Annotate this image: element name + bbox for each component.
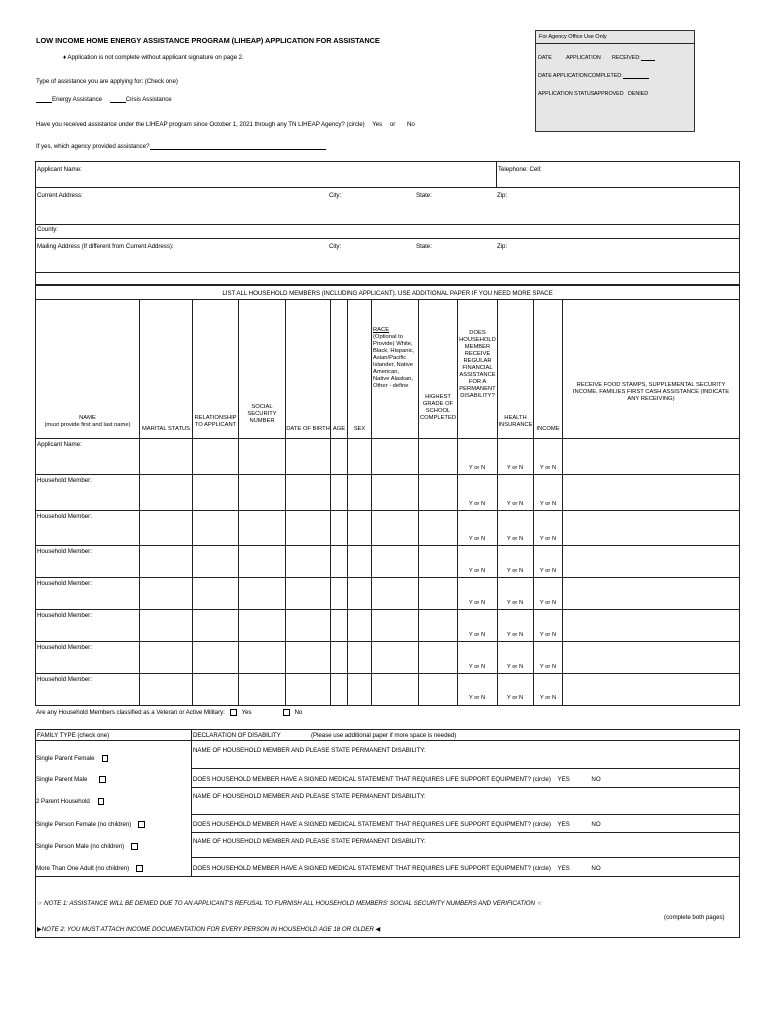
family-checkbox[interactable] (99, 776, 106, 783)
equipment-question-text: DOES HOUSEHOLD MEMBER HAVE A SIGNED MEDICAL STATEMENT THAT REQUIRES LIFE SUPPORT EQUIPMENT? (circle) (193, 776, 551, 783)
office-completed (588, 73, 649, 79)
which-agency-field[interactable] (150, 142, 326, 150)
family-checkbox[interactable] (98, 798, 105, 805)
veteran-question (36, 709, 302, 716)
equipment-no[interactable]: NO (591, 865, 601, 872)
current-zip-field[interactable]: Zip: (497, 192, 508, 199)
office-approved: APPROVED (594, 91, 624, 97)
equipment-question-3 (193, 865, 601, 872)
current-address-field[interactable]: Current Address: (37, 192, 83, 199)
family-option-1[interactable] (36, 776, 106, 783)
office-denied: DENIED (628, 91, 649, 97)
yn-disability-3[interactable]: Y or N (468, 568, 486, 574)
equipment-no[interactable]: NO (591, 821, 601, 828)
veteran-yes-checkbox[interactable] (230, 709, 237, 716)
row-label-member-5[interactable]: Household Member: (37, 612, 92, 619)
yn-disability-1[interactable]: Y or N (468, 501, 486, 507)
equipment-yes[interactable]: YES (557, 865, 570, 872)
yn-health-0[interactable]: Y or N (506, 465, 524, 471)
col-race-title: RACE (373, 327, 390, 333)
equipment-question-text: DOES HOUSEHOLD MEMBER HAVE A SIGNED MEDICAL STATEMENT THAT REQUIRES LIFE SUPPORT EQUIPMENT? (circle) (193, 821, 551, 828)
row-label-member-2[interactable]: Household Member: (37, 513, 92, 520)
col-marital: MARITAL STATUS (141, 426, 191, 432)
col-race-body: (Optional to Provide) White, Black, Hispanic, Asian/Pacific Islander, Native American, Native Alaskan, Other - define (373, 333, 415, 389)
row-label-member-3[interactable]: Household Member: (37, 548, 92, 555)
col-income: INCOME (536, 426, 560, 432)
row-label-member-6[interactable]: Household Member: (37, 644, 92, 651)
telephone-field[interactable]: Telephone: Cell: (498, 166, 542, 173)
office-application: APPLICATION (566, 55, 601, 61)
family-option-4[interactable] (36, 843, 138, 850)
col-name-title: NAME (79, 415, 96, 421)
yn-health-3[interactable]: Y or N (506, 568, 524, 574)
received-no[interactable]: No (406, 121, 415, 128)
yn-health-1[interactable]: Y or N (506, 501, 524, 507)
family-checkbox[interactable] (102, 755, 109, 762)
family-option-label: 2 Parent Household (36, 798, 90, 805)
yn-health-6[interactable]: Y or N (506, 664, 524, 670)
which-agency-label: If yes, which agency provided assistance? (36, 142, 150, 150)
col-dob: DATE OF BIRTH (286, 426, 330, 432)
family-option-3[interactable] (36, 821, 145, 828)
family-option-0[interactable] (36, 755, 108, 762)
family-checkbox[interactable] (131, 843, 138, 850)
received-yes[interactable]: Yes (372, 121, 383, 128)
veteran-no-label: No (294, 709, 303, 716)
which-agency (36, 142, 326, 150)
mailing-city-field[interactable]: City: (329, 243, 342, 250)
office-date: DATE (538, 55, 552, 61)
yn-disability-5[interactable]: Y or N (468, 632, 486, 638)
col-grade: HIGHEST GRADE OF SCHOOL COMPLETED (419, 394, 457, 421)
yn-income-4[interactable]: Y or N (539, 600, 557, 606)
county-field[interactable]: County: (37, 226, 58, 233)
family-option-label: Single Parent Female (36, 755, 95, 762)
form-title: LOW INCOME HOME ENERGY ASSISTANCE PROGRAM (LIHEAP) APPLICATION FOR ASSISTANCE (36, 36, 380, 45)
office-use-box (535, 30, 695, 132)
row-label-member-7[interactable]: Household Member: (37, 676, 92, 683)
current-state-field[interactable]: State: (416, 192, 432, 199)
note-1: ☞ NOTE 1: ASSISTANCE WILL BE DENIED DUE TO AN APPLICANT'S REFUSAL TO FURNISH ALL HOUSEHOLD MEMBERS' SOCIAL SECURITY NUMBERS AND VERIFICATION ☜ (37, 900, 543, 907)
yn-disability-0[interactable]: Y or N (468, 465, 486, 471)
col-name (36, 415, 139, 429)
yn-income-0[interactable]: Y or N (539, 465, 557, 471)
family-checkbox[interactable] (136, 865, 143, 872)
yn-health-7[interactable]: Y or N (506, 695, 524, 701)
yn-disability-4[interactable]: Y or N (468, 600, 486, 606)
col-relationship: RELATIONSHIP TO APPLICANT (194, 415, 237, 428)
yn-disability-6[interactable]: Y or N (468, 664, 486, 670)
col-disability: DOES HOUSEHOLD MEMBER RECEIVE REGULAR FINANCIAL ASSISTANCE FOR A PERMANENT DISABILITY? (459, 330, 496, 399)
mailing-state-field[interactable]: State: (416, 243, 432, 250)
col-name-sub: (must provide first and last name) (44, 421, 131, 428)
yn-disability-7[interactable]: Y or N (468, 695, 486, 701)
yn-health-5[interactable]: Y or N (506, 632, 524, 638)
yn-health-2[interactable]: Y or N (506, 536, 524, 542)
yn-income-7[interactable]: Y or N (539, 695, 557, 701)
disability-name-prompt-3[interactable]: NAME OF HOUSEHOLD MEMBER AND PLEASE STATE PERMANENT DISABILITY: (193, 838, 426, 845)
family-option-5[interactable] (36, 865, 143, 872)
energy-assistance-option[interactable] (36, 95, 172, 103)
equipment-no[interactable]: NO (591, 776, 601, 783)
crisis-assistance-label: Crisis Assistance (125, 95, 172, 103)
complete-both-pages: (complete both pages) (664, 914, 725, 921)
office-completed-label: COMPLETED: (588, 73, 623, 79)
assistance-type-label: Type of assistance you are applying for: (Check one) (36, 78, 178, 85)
veteran-question-text: Are any Household Members classified as a Veteran or Active Military: (36, 709, 225, 716)
yn-health-4[interactable]: Y or N (506, 600, 524, 606)
yn-income-2[interactable]: Y or N (539, 536, 557, 542)
applicant-name-field[interactable]: Applicant Name: (37, 166, 82, 173)
note-2: ▶NOTE 2: YOU MUST ATTACH INCOME DOCUMENTATION FOR EVERY PERSON IN HOUSEHOLD AGE 18 OR OLDER ◀ (37, 926, 381, 933)
veteran-no-checkbox[interactable] (283, 709, 290, 716)
yn-disability-2[interactable]: Y or N (468, 536, 486, 542)
current-city-field[interactable]: City: (329, 192, 342, 199)
family-option-label: More Than One Adult (no children) (36, 865, 130, 872)
mailing-zip-field[interactable]: Zip: (497, 243, 508, 250)
col-benefits: RECEIVE FOOD STAMPS, SUPPLEMENTAL SECURITY INCOME, FAMILIES FIRST CASH ASSISTANCE (INDICATE ANY RECEIVING) (572, 382, 730, 402)
disability-header: DECLARATION OF DISABILITY (193, 732, 281, 739)
equipment-question-2 (193, 821, 601, 828)
equipment-question-text: DOES HOUSEHOLD MEMBER HAVE A SIGNED MEDICAL STATEMENT THAT REQUIRES LIFE SUPPORT EQUIPMENT? (circle) (193, 865, 551, 872)
col-sex: SEX (353, 426, 366, 432)
col-ssn: SOCIAL SECURITY NUMBER (247, 404, 277, 424)
equipment-question-1 (193, 776, 601, 783)
yn-income-3[interactable]: Y or N (539, 568, 557, 574)
mailing-address-field[interactable]: Mailing Address (If different from Current Address): (37, 243, 174, 250)
disability-name-prompt-2[interactable]: NAME OF HOUSEHOLD MEMBER AND PLEASE STATE PERMANENT DISABILITY: (193, 793, 426, 800)
office-date-application: DATE APPLICATION (538, 73, 588, 79)
family-type-header: FAMILY TYPE (check one) (37, 732, 110, 739)
disability-header-note: (Please use additional paper if more space is needed) (311, 732, 457, 739)
received-question (36, 121, 415, 128)
col-health: HEALTH INSURANCE (498, 415, 533, 428)
energy-assistance-label: Energy Assistance (52, 95, 103, 103)
veteran-yes-label: Yes (241, 709, 252, 716)
crisis-assistance-blank[interactable] (110, 95, 126, 103)
equipment-yes[interactable]: YES (557, 821, 570, 828)
received-question-text: Have you received assistance under the LIHEAP program since October 1, 2021 through any TN LIHEAP Agency? (circle) (36, 121, 365, 128)
row-label-applicant[interactable]: Applicant Name: (37, 441, 82, 448)
family-checkbox[interactable] (138, 821, 145, 828)
disability-name-prompt-1[interactable]: NAME OF HOUSEHOLD MEMBER AND PLEASE STATE PERMANENT DISABILITY: (193, 747, 426, 754)
col-age: AGE (332, 426, 346, 432)
yn-income-1[interactable]: Y or N (539, 501, 557, 507)
row-label-member-4[interactable]: Household Member: (37, 580, 92, 587)
office-status: APPLICATION STATUS: (538, 91, 596, 97)
yn-income-5[interactable]: Y or N (539, 632, 557, 638)
family-option-label: Single Person Male (no children) (36, 843, 125, 850)
row-label-member-1[interactable]: Household Member: (37, 477, 92, 484)
yn-income-6[interactable]: Y or N (539, 664, 557, 670)
family-option-2[interactable] (36, 798, 104, 805)
family-option-label: Single Person Female (no children) (36, 821, 132, 828)
equipment-yes[interactable]: YES (557, 776, 570, 783)
received-or: or (389, 121, 396, 128)
energy-assistance-blank[interactable] (36, 95, 52, 103)
office-title: For Agency Office Use Only (539, 34, 607, 40)
col-race (373, 327, 417, 390)
office-received-label: RECEIVED: (612, 55, 641, 61)
family-option-label: Single Parent Male (36, 776, 88, 783)
signature-note: ♦ Application is not complete without applicant signature on page 2. (63, 54, 244, 61)
office-received (612, 55, 655, 61)
household-banner: LIST ALL HOUSEHOLD MEMBERS (INCLUDING APPLICANT). USE ADDITIONAL PAPER IF YOU NEED MORE SPACE (222, 290, 553, 297)
applicant-info-box (35, 161, 740, 285)
